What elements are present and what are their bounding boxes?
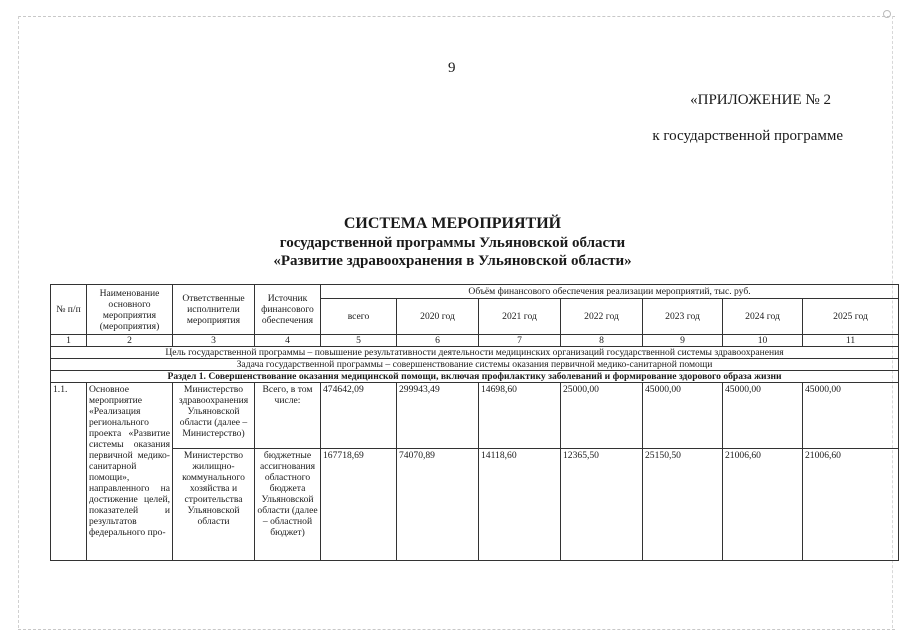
header-num: № п/п <box>51 285 87 335</box>
document-heading <box>0 214 905 270</box>
goal-row <box>51 347 899 359</box>
row-source: бюджетные ассигнования областного бюджета Ульяновской области (далее – областной бюджет) <box>255 449 321 561</box>
section-text: Раздел 1. Совершенствование оказания медицинской помощи, включая профилактику заболеваний и формирование здорового образа жизни <box>51 371 899 383</box>
value-2021: 14698,60 <box>479 383 561 449</box>
header-source: Источник финансового обеспечения <box>255 285 321 335</box>
corner-mark-icon <box>883 10 891 18</box>
value-2023: 45000,00 <box>643 383 723 449</box>
appendix-title: «ПРИЛОЖЕНИЕ № 2 <box>690 92 831 108</box>
column-number: 8 <box>561 335 643 347</box>
column-number: 2 <box>87 335 173 347</box>
heading-line-3: «Развитие здравоохранения в Ульяновской области» <box>273 253 632 269</box>
page-edge-bottom <box>18 629 895 630</box>
heading-line-2: государственной программы Ульяновской области <box>279 235 626 251</box>
page-number: 9 <box>448 60 456 76</box>
task-text: Задача государственной программы – совершенствование системы оказания первичной медико-санитарной помощи <box>51 359 899 371</box>
header-total: всего <box>321 299 397 335</box>
value-2023: 25150,50 <box>643 449 723 561</box>
header-year-2020: 2020 год <box>397 299 479 335</box>
row-executor: Министерство здравоохранения Ульяновской области (далее – Министерство) <box>173 383 255 449</box>
header-year-2021: 2021 год <box>479 299 561 335</box>
header-volume-group: Объём финансового обеспечения реализации мероприятий, тыс. руб. <box>321 285 899 299</box>
column-number: 1 <box>51 335 87 347</box>
value-2024: 21006,60 <box>723 449 803 561</box>
column-number: 10 <box>723 335 803 347</box>
goal-text: Цель государственной программы – повышение результативности деятельности медицинских организаций государственной системы здравоохранения <box>51 347 899 359</box>
value-2024: 45000,00 <box>723 383 803 449</box>
value-2020: 74070,89 <box>397 449 479 561</box>
table-row <box>51 449 899 561</box>
header-executors: Ответственные исполнители мероприятия <box>173 285 255 335</box>
value-total: 167718,69 <box>321 449 397 561</box>
page-edge-top <box>18 16 895 17</box>
column-number: 3 <box>173 335 255 347</box>
page-edge-left <box>18 16 19 628</box>
column-number: 9 <box>643 335 723 347</box>
value-2022: 25000,00 <box>561 383 643 449</box>
table-row <box>51 383 899 449</box>
value-2020: 299943,49 <box>397 383 479 449</box>
task-row <box>51 359 899 371</box>
column-number: 4 <box>255 335 321 347</box>
value-2022: 12365,50 <box>561 449 643 561</box>
value-2021: 14118,60 <box>479 449 561 561</box>
header-year-2025: 2025 год <box>803 299 899 335</box>
column-number: 6 <box>397 335 479 347</box>
column-number-row <box>51 335 899 347</box>
section-row <box>51 371 899 383</box>
header-year-2024: 2024 год <box>723 299 803 335</box>
row-number: 1.1. <box>51 383 87 561</box>
measures-table <box>50 284 899 561</box>
row-executor: Министерство жилищно-коммунального хозяйства и строительства Ульяновской области <box>173 449 255 561</box>
header-name: Наименование основного мероприятия (мероприятия) <box>87 285 173 335</box>
value-total: 474642,09 <box>321 383 397 449</box>
row-name: Основное мероприятие «Реализация регионального проекта «Развитие системы оказания первичной медико-санитарной помощи», направленного на достижение целей, показателей и результатов федерального про- <box>87 383 173 561</box>
header-row-1 <box>51 285 899 299</box>
column-number: 11 <box>803 335 899 347</box>
value-2025: 21006,60 <box>803 449 899 561</box>
heading-line-1: СИСТЕМА МЕРОПРИЯТИЙ <box>343 215 562 232</box>
header-year-2023: 2023 год <box>643 299 723 335</box>
row-source: Всего, в том числе: <box>255 383 321 449</box>
column-number: 5 <box>321 335 397 347</box>
header-year-2022: 2022 год <box>561 299 643 335</box>
value-2025: 45000,00 <box>803 383 899 449</box>
column-number: 7 <box>479 335 561 347</box>
appendix-subtitle: к государственной программе <box>652 128 843 144</box>
